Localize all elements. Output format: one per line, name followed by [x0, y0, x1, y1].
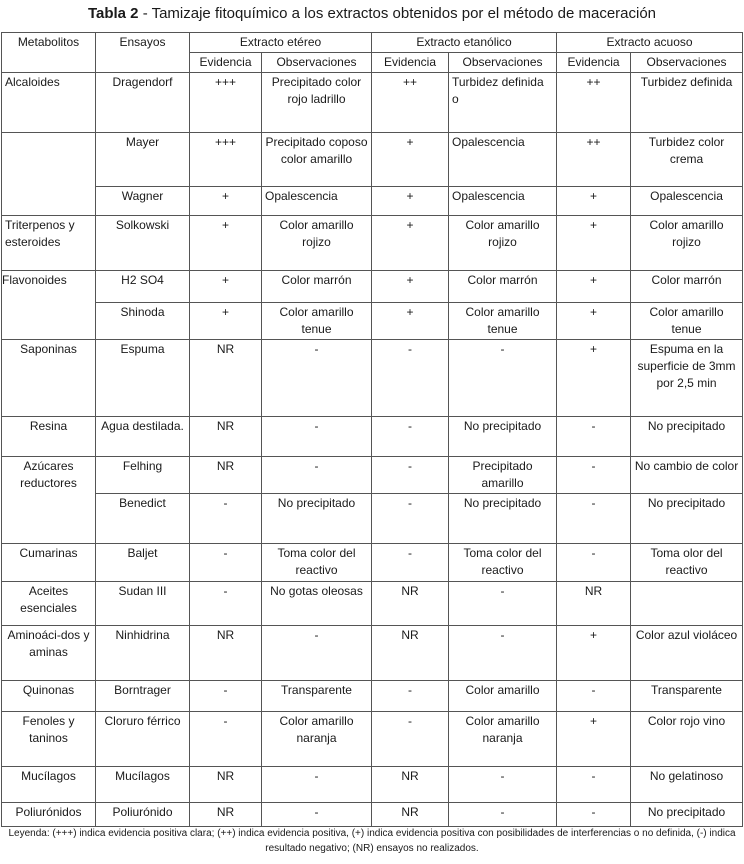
metabolito-cell-empty: [2, 133, 96, 216]
header-evidencia-2: Evidencia: [372, 53, 449, 73]
metabolito-cell: Alcaloides: [2, 73, 96, 133]
observacion-cell: Color marrón: [449, 271, 557, 303]
evidencia-cell: +: [372, 187, 449, 216]
evidencia-cell: +: [557, 216, 631, 271]
table-caption: [0, 4, 744, 24]
evidencia-cell: +: [557, 271, 631, 303]
evidencia-cell: -: [372, 712, 449, 767]
observacion-cell: Color amarillo rojizo: [262, 216, 372, 271]
evidencia-cell: -: [190, 582, 262, 626]
evidencia-cell: -: [372, 417, 449, 457]
evidencia-cell: ++: [557, 133, 631, 187]
observacion-cell: -: [262, 626, 372, 681]
evidencia-cell: +: [190, 187, 262, 216]
evidencia-cell: +: [372, 271, 449, 303]
evidencia-cell: +: [190, 216, 262, 271]
evidencia-cell: NR: [372, 803, 449, 827]
evidencia-cell: NR: [557, 582, 631, 626]
metabolito-cell: Quinonas: [2, 681, 96, 712]
metabolito-cell: Aceites esenciales: [2, 582, 96, 626]
evidencia-cell: +: [557, 712, 631, 767]
observacion-cell: -: [449, 582, 557, 626]
metabolito-cell: Mucílagos: [2, 767, 96, 803]
ensayo-cell: Mucílagos: [96, 767, 190, 803]
observacion-cell: -: [262, 457, 372, 494]
evidencia-cell: -: [190, 712, 262, 767]
observacion-cell: Color amarillo rojizo: [449, 216, 557, 271]
ensayo-cell: Shinoda: [96, 303, 190, 340]
observacion-cell: Turbidez definida: [631, 73, 743, 133]
table-row: [2, 803, 743, 827]
evidencia-cell: +: [372, 133, 449, 187]
ensayo-cell: Poliurónido: [96, 803, 190, 827]
header-observaciones-3: Observaciones: [631, 53, 743, 73]
header-extracto-etereo: Extracto etéreo: [190, 33, 372, 53]
evidencia-cell: -: [190, 494, 262, 544]
ensayo-cell: Benedict: [96, 494, 190, 544]
table-caption-text: - Tamizaje fitoquímico a los extractos obtenidos por el método de maceración: [138, 5, 657, 22]
observacion-cell: No precipitado: [449, 417, 557, 457]
observacion-cell: Color amarillo tenue: [449, 303, 557, 340]
ensayo-cell: Baljet: [96, 544, 190, 582]
ensayo-cell: Sudan III: [96, 582, 190, 626]
metabolito-cell: Cumarinas: [2, 544, 96, 582]
evidencia-cell: -: [372, 457, 449, 494]
header-observaciones-1: Observaciones: [262, 53, 372, 73]
header-extracto-etanolico: Extracto etanólico: [372, 33, 557, 53]
evidencia-cell: ++: [557, 73, 631, 133]
observacion-cell: Toma color del reactivo: [449, 544, 557, 582]
header-evidencia-3: Evidencia: [557, 53, 631, 73]
observacion-cell: Precipitado amarillo: [449, 457, 557, 494]
ensayo-cell: Cloruro férrico: [96, 712, 190, 767]
observacion-cell: No gelatinoso: [631, 767, 743, 803]
observacion-cell: -: [262, 803, 372, 827]
observacion-cell: No gotas oleosas: [262, 582, 372, 626]
ensayo-cell: Solkowski: [96, 216, 190, 271]
evidencia-cell: -: [557, 767, 631, 803]
observacion-cell: -: [449, 767, 557, 803]
header-row-groups: [2, 33, 743, 53]
observacion-cell: No precipitado: [631, 417, 743, 457]
table-row: [2, 494, 743, 544]
ensayo-cell: Agua destilada.: [96, 417, 190, 457]
evidencia-cell: NR: [190, 803, 262, 827]
evidencia-cell: -: [190, 544, 262, 582]
observacion-cell: Color azul violáceo: [631, 626, 743, 681]
metabolito-cell: Fenoles y taninos: [2, 712, 96, 767]
evidencia-cell: -: [372, 681, 449, 712]
table-row: [2, 187, 743, 216]
metabolito-cell: Resina: [2, 417, 96, 457]
observacion-cell: Transparente: [262, 681, 372, 712]
ensayo-cell: Dragendorf: [96, 73, 190, 133]
observacion-cell: No precipitado: [631, 494, 743, 544]
metabolito-cell: Flavonoides: [2, 271, 96, 340]
table-row: [2, 73, 743, 133]
table-row: [2, 681, 743, 712]
evidencia-cell: +: [557, 303, 631, 340]
observacion-cell: [631, 582, 743, 626]
evidencia-cell: -: [557, 417, 631, 457]
observacion-cell: -: [262, 340, 372, 417]
ensayo-cell: H2 SO4: [96, 271, 190, 303]
metabolito-cell: Triterpenos y esteroides: [2, 216, 96, 271]
observacion-cell: No precipitado: [262, 494, 372, 544]
evidencia-cell: -: [557, 803, 631, 827]
observacion-cell: -: [449, 626, 557, 681]
evidencia-cell: -: [557, 681, 631, 712]
evidencia-cell: NR: [372, 582, 449, 626]
evidencia-cell: NR: [190, 340, 262, 417]
ensayo-cell: Mayer: [96, 133, 190, 187]
header-extracto-acuoso: Extracto acuoso: [557, 33, 743, 53]
observacion-cell: Color amarillo rojizo: [631, 216, 743, 271]
header-metabolitos: Metabolitos: [2, 33, 96, 73]
observacion-cell: Opalescencia: [449, 133, 557, 187]
observacion-cell: Color marrón: [631, 271, 743, 303]
evidencia-cell: NR: [190, 626, 262, 681]
evidencia-cell: -: [557, 457, 631, 494]
metabolito-cell: Poliurónidos: [2, 803, 96, 827]
observacion-cell: No precipitado: [631, 803, 743, 827]
observacion-cell: -: [449, 340, 557, 417]
observacion-cell: Toma olor del reactivo: [631, 544, 743, 582]
metabolito-cell: Azúcares reductores: [2, 457, 96, 544]
ensayo-cell: Borntrager: [96, 681, 190, 712]
evidencia-cell: -: [372, 340, 449, 417]
observacion-cell: Turbidez definida o: [449, 73, 557, 133]
evidencia-cell: +: [190, 303, 262, 340]
header-ensayos: Ensayos: [96, 33, 190, 73]
observacion-cell: Color amarillo: [449, 681, 557, 712]
table-row: [2, 303, 743, 340]
evidencia-cell: NR: [372, 767, 449, 803]
table-row: [2, 216, 743, 271]
ensayo-cell: Wagner: [96, 187, 190, 216]
evidencia-cell: +: [372, 216, 449, 271]
evidencia-cell: -: [372, 494, 449, 544]
table-caption-label: Tabla 2: [87, 5, 139, 22]
observacion-cell: Color marrón: [262, 271, 372, 303]
evidencia-cell: NR: [190, 767, 262, 803]
evidencia-cell: +: [557, 626, 631, 681]
evidencia-cell: -: [190, 681, 262, 712]
table-row: [2, 271, 743, 303]
table-row: [2, 712, 743, 767]
observacion-cell: -: [262, 767, 372, 803]
table-row: [2, 133, 743, 187]
evidencia-cell: -: [557, 494, 631, 544]
observacion-cell: No cambio de color: [631, 457, 743, 494]
evidencia-cell: +: [190, 271, 262, 303]
evidencia-cell: -: [557, 544, 631, 582]
ensayo-cell: Felhing: [96, 457, 190, 494]
evidencia-cell: NR: [190, 457, 262, 494]
observacion-cell: Opalescencia: [631, 187, 743, 216]
evidencia-cell: ++: [372, 73, 449, 133]
observacion-cell: Toma color del reactivo: [262, 544, 372, 582]
observacion-cell: Color amarillo naranja: [449, 712, 557, 767]
observacion-cell: No precipitado: [449, 494, 557, 544]
evidencia-cell: NR: [190, 417, 262, 457]
ensayo-cell: Espuma: [96, 340, 190, 417]
observacion-cell: Opalescencia: [262, 187, 372, 216]
metabolito-cell: Aminoáci-dos y aminas: [2, 626, 96, 681]
header-evidencia-1: Evidencia: [190, 53, 262, 73]
observacion-cell: -: [449, 803, 557, 827]
observacion-cell: Opalescencia: [449, 187, 557, 216]
evidencia-cell: +++: [190, 73, 262, 133]
observacion-cell: -: [262, 417, 372, 457]
table-row: [2, 582, 743, 626]
evidencia-cell: NR: [372, 626, 449, 681]
screening-table: [1, 32, 743, 827]
observacion-cell: Color amarillo naranja: [262, 712, 372, 767]
observacion-cell: Color rojo vino: [631, 712, 743, 767]
observacion-cell: Color amarillo tenue: [262, 303, 372, 340]
table-row: [2, 417, 743, 457]
evidencia-cell: +: [372, 303, 449, 340]
observacion-cell: Transparente: [631, 681, 743, 712]
table-row: [2, 544, 743, 582]
table-row: [2, 340, 743, 417]
observacion-cell: Precipitado coposo color amarillo: [262, 133, 372, 187]
metabolito-cell: Saponinas: [2, 340, 96, 417]
table-row: [2, 767, 743, 803]
table-legend: Leyenda: (+++) indica evidencia positiva clara; (++) indica evidencia positiva, (+) indica evidencia positiva con posibilidades de interferencias o no definida, (-) indica resultado negativo; (NR) ensayos no realizados.: [8, 828, 736, 854]
evidencia-cell: +++: [190, 133, 262, 187]
evidencia-cell: -: [372, 544, 449, 582]
table-row: [2, 626, 743, 681]
evidencia-cell: +: [557, 340, 631, 417]
observacion-cell: Turbidez color crema: [631, 133, 743, 187]
evidencia-cell: +: [557, 187, 631, 216]
ensayo-cell: Ninhidrina: [96, 626, 190, 681]
header-observaciones-2: Observaciones: [449, 53, 557, 73]
observacion-cell: Espuma en la superficie de 3mm por 2,5 min: [631, 340, 743, 417]
table-row: [2, 457, 743, 494]
observacion-cell: Precipitado color rojo ladrillo: [262, 73, 372, 133]
observacion-cell: Color amarillo tenue: [631, 303, 743, 340]
